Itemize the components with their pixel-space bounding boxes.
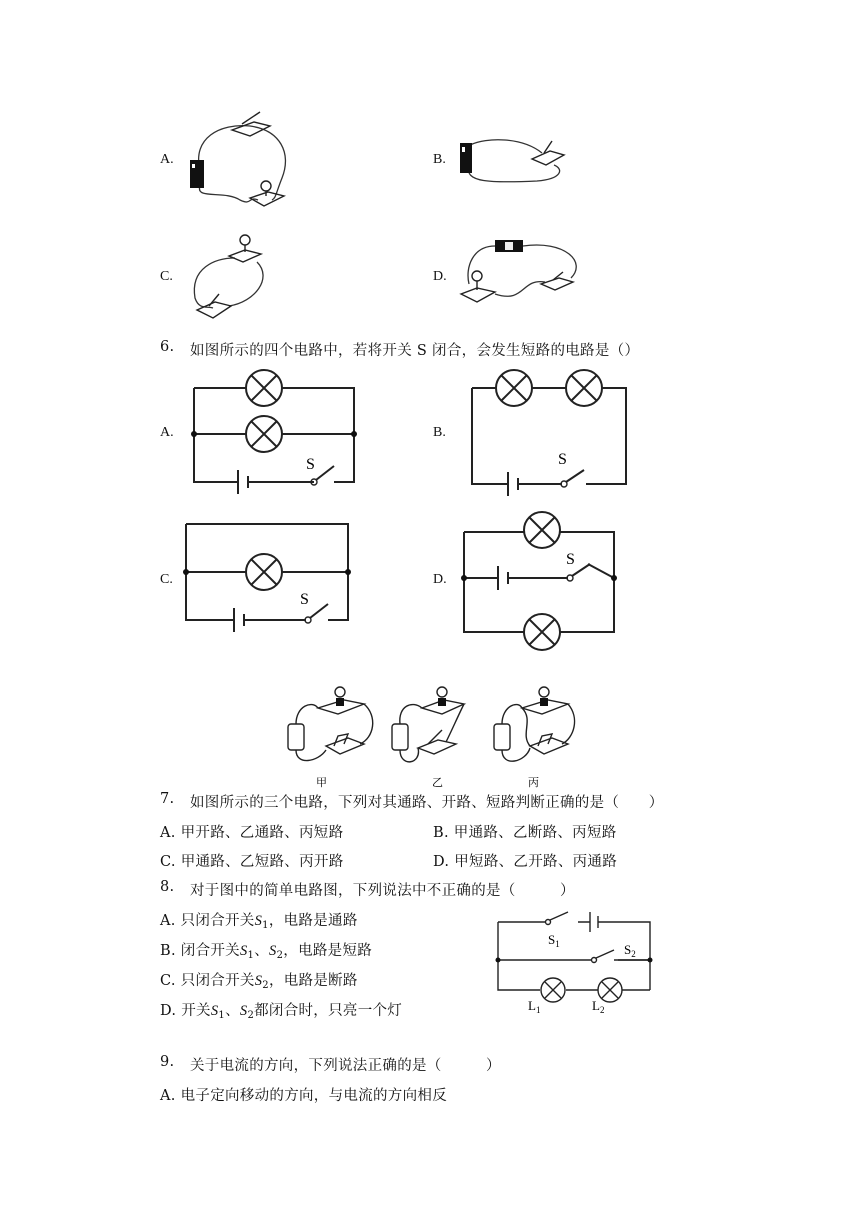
q9-question-text: 关于电流的方向，下列说法正确的是（ ） (190, 1058, 501, 1074)
q6d-switch-label: S (566, 551, 575, 568)
q5-option-b-label: B. (433, 152, 446, 167)
q6-circuit-a (186, 368, 362, 496)
svg-text:L2: $L_2$ (592, 998, 605, 1014)
q6-option-a-label: A. (160, 425, 174, 440)
q7-option-b: B. 甲通路、乙断路、丙短路 (433, 825, 617, 841)
q7-option-d: D. 甲短路、乙开路、丙通路 (433, 854, 618, 870)
q8-option-a: A. 只闭合开关$S_1$，电路是通路 (160, 913, 358, 931)
q8-circuit (494, 906, 656, 1014)
q6-circuit-d (460, 508, 620, 660)
q8-option-c: C. 只闭合开关$S_2$，电路是断路 (160, 973, 358, 991)
q6-option-c-label: C. (160, 572, 173, 587)
q5-option-d-label: D. (433, 269, 447, 284)
q7-option-a: A. 甲开路、乙通路、丙短路 (160, 825, 344, 841)
q6-circuit-b (468, 366, 630, 496)
q5-figure-c (185, 228, 275, 328)
svg-text:L1: $L_1$ (528, 998, 541, 1014)
q6-option-b-label: B. (433, 425, 446, 440)
svg-text:S2: $S_2$ (624, 942, 636, 959)
q7-figure (282, 686, 582, 790)
q7-label-yi: 乙 (432, 776, 443, 789)
q7-circuit-yi (392, 687, 464, 762)
q5-option-a-label: A. (160, 152, 174, 167)
q9-option-a: A. 电子定向移动的方向，与电流的方向相反 (160, 1088, 447, 1104)
q8-question-text: 对于图中的简单电路图，下列说法中不正确的是（ ） (190, 883, 575, 899)
q6-question-text: 如图所示的四个电路中，若将开关 S 闭合，会发生短路的电路是（） (190, 343, 640, 359)
q7-circuit-bing (494, 687, 575, 761)
q6-number: 6. (160, 339, 175, 355)
q5-figure-d (455, 232, 585, 312)
q5-option-c-label: C. (160, 269, 173, 284)
q7-label-jia: 甲 (316, 776, 327, 789)
q6a-switch-label: S (306, 456, 315, 473)
q7-option-c: C. 甲通路、乙短路、丙开路 (160, 854, 344, 870)
q8-number: 8. (160, 879, 175, 895)
q8-option-d: D. 开关$S_1$、$S_2$都闭合时，只亮一个灯 (160, 1003, 403, 1021)
q5-figure-b (452, 135, 577, 190)
q5-figure-a (180, 108, 300, 218)
q7-circuit-jia (288, 687, 373, 761)
q9-number: 9. (160, 1054, 175, 1070)
q7-label-bing: 丙 (528, 776, 539, 789)
svg-text:S1: $S_1$ (548, 932, 560, 949)
q6-option-d-label: D. (433, 572, 447, 587)
q6-circuit-c (182, 520, 356, 636)
q8-option-b: B. 闭合开关$S_1$、$S_2$，电路是短路 (160, 943, 373, 961)
q7-number: 7. (160, 791, 175, 807)
q6b-switch-label: S (558, 451, 567, 468)
q6c-switch-label: S (300, 591, 309, 608)
q7-question-text: 如图所示的三个电路，下列对其通路、开路、短路判断正确的是（ ） (190, 795, 664, 811)
